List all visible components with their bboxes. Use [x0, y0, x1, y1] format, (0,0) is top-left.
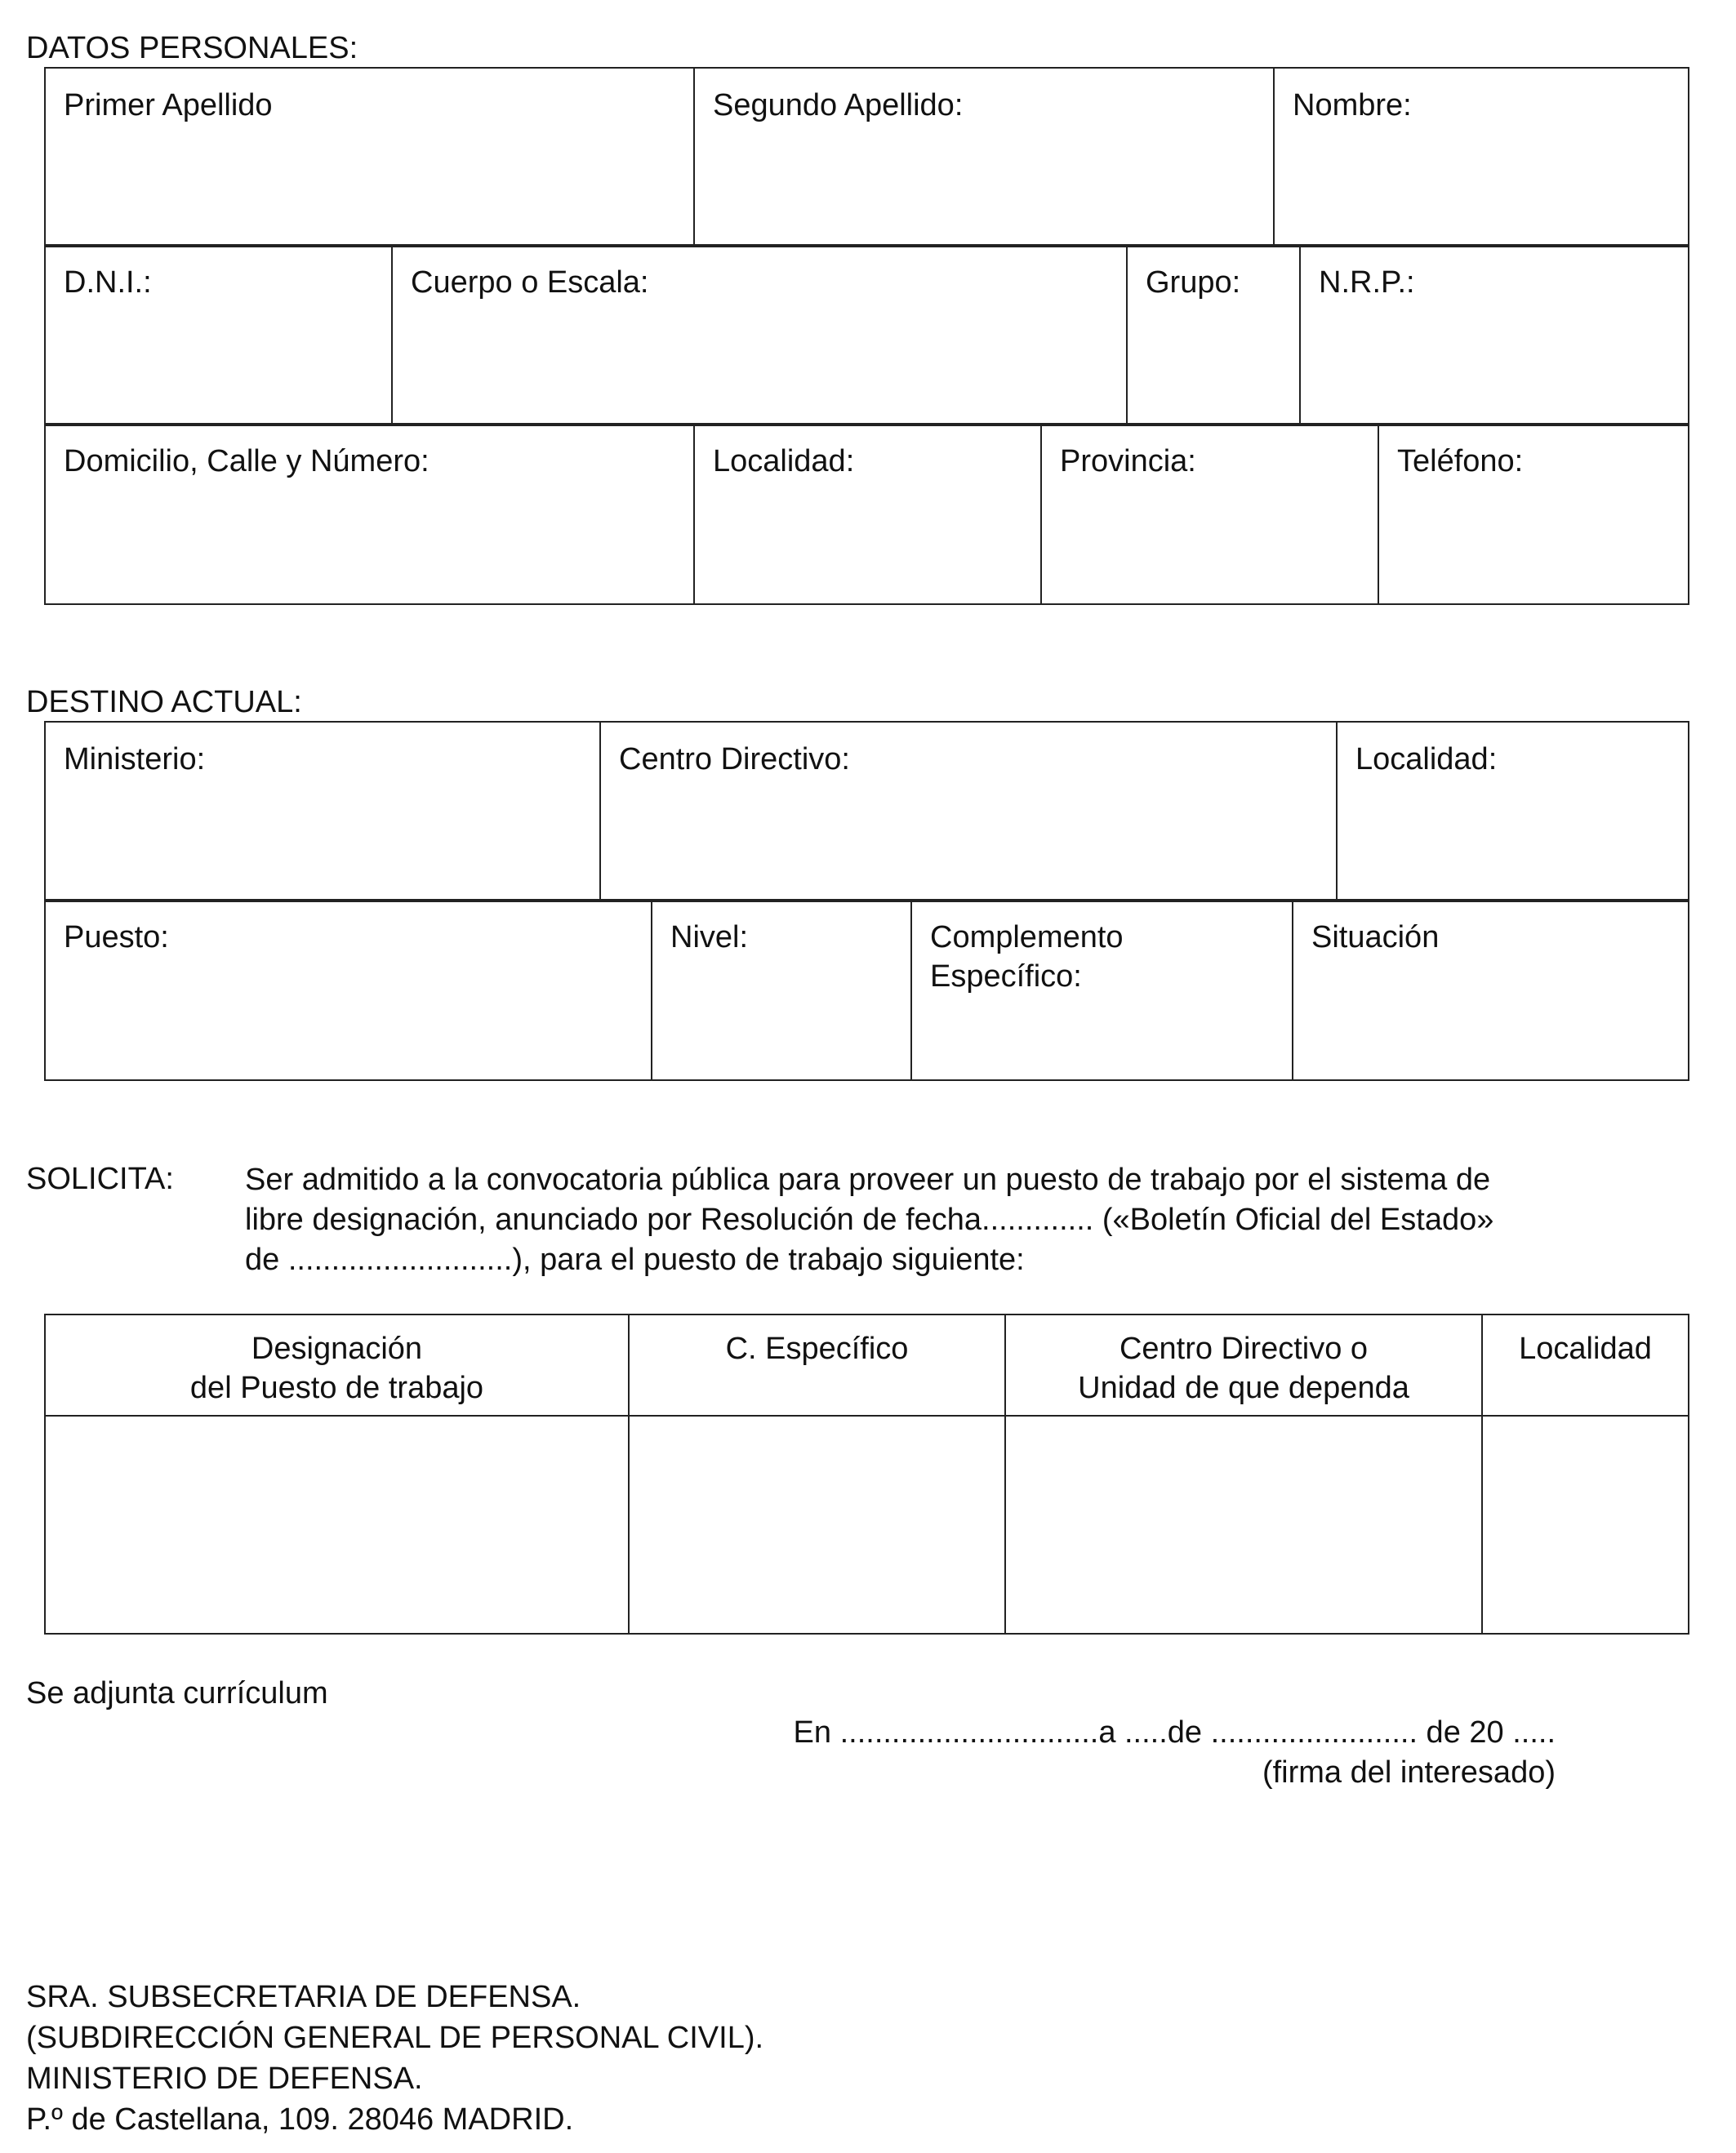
address-line: (SUBDIRECCIÓN GENERAL DE PERSONAL CIVIL). — [26, 2021, 764, 2055]
solicita-line: de ..........................), para el puesto de trabajo siguiente: — [245, 1243, 1025, 1277]
column-header-localidad: Localidad — [1482, 1314, 1689, 1416]
field-grupo[interactable] — [1127, 245, 1300, 425]
field-nombre[interactable] — [1274, 68, 1689, 247]
field-domicilio[interactable] — [45, 424, 694, 604]
field-label: Cuerpo o Escala: — [411, 265, 649, 300]
field-label: Puesto: — [64, 920, 169, 954]
field-label: N.R.P.: — [1319, 265, 1415, 300]
field-label: Complemento Específico: — [930, 920, 1124, 994]
field-label: Localidad: — [1355, 742, 1498, 776]
field-situacion[interactable] — [1293, 900, 1689, 1080]
field-localidad[interactable] — [694, 424, 1041, 604]
field-label: Primer Apellido — [64, 88, 273, 122]
datos-personales-row-1 — [44, 67, 1689, 247]
destino-actual-row-1 — [44, 721, 1689, 902]
cell-c-especifico[interactable] — [629, 1416, 1005, 1634]
field-ministerio[interactable] — [45, 722, 600, 901]
field-centro-directivo[interactable] — [600, 722, 1337, 901]
adjunta-curriculum: Se adjunta currículum — [26, 1676, 328, 1710]
field-label: Segundo Apellido: — [713, 88, 964, 122]
field-label: Ministerio: — [64, 742, 206, 776]
field-label: Domicilio, Calle y Número: — [64, 444, 430, 478]
field-complemento-especifico[interactable] — [911, 900, 1293, 1080]
field-provincia[interactable] — [1041, 424, 1378, 604]
section-title-destino-actual: DESTINO ACTUAL: — [26, 685, 302, 719]
field-label: Centro Directivo: — [619, 742, 850, 776]
table-header-row — [45, 1314, 1689, 1416]
cell-localidad[interactable] — [1482, 1416, 1689, 1634]
field-dni[interactable] — [45, 245, 392, 425]
address-line: MINISTERIO DE DEFENSA. — [26, 2062, 423, 2096]
column-header-designacion: Designación del Puesto de trabajo — [45, 1314, 629, 1416]
cell-centro-directivo[interactable] — [1005, 1416, 1482, 1634]
solicita-label: SOLICITA: — [26, 1162, 174, 1196]
solicita-line: Ser admitido a la convocatoria pública para proveer un puesto de trabajo por el sistema de — [245, 1163, 1491, 1197]
field-label: Grupo: — [1146, 265, 1241, 300]
datos-personales-row-2 — [44, 244, 1689, 426]
solicita-text — [245, 1160, 1568, 1280]
address-line: SRA. SUBSECRETARIA DE DEFENSA. — [26, 1980, 581, 2014]
table-row — [45, 1416, 1689, 1634]
destinatario-address — [26, 1977, 763, 2140]
fecha-line: En ..............................a .....de ........................ de 20 ..... — [793, 1715, 1556, 1750]
field-label: Nivel: — [670, 920, 749, 954]
solicita-line: libre designación, anunciado por Resolución de fecha............. («Boletín Oficial del Estado» — [245, 1203, 1494, 1237]
column-header-centro-directivo: Centro Directivo o Unidad de que dependa — [1005, 1314, 1482, 1416]
destino-actual-row-2 — [44, 899, 1689, 1081]
firma-label: (firma del interesado) — [1262, 1755, 1556, 1790]
field-nrp[interactable] — [1300, 245, 1689, 425]
cell-designacion[interactable] — [45, 1416, 629, 1634]
field-puesto[interactable] — [45, 900, 652, 1080]
column-header-c-especifico: C. Específico — [629, 1314, 1005, 1416]
field-telefono[interactable] — [1378, 424, 1689, 604]
field-label: Localidad: — [713, 444, 855, 478]
datos-personales-row-3 — [44, 423, 1689, 605]
field-primer-apellido[interactable] — [45, 68, 694, 247]
field-localidad-destino[interactable] — [1337, 722, 1689, 901]
field-cuerpo-escala[interactable] — [392, 245, 1127, 425]
field-label: D.N.I.: — [64, 265, 152, 300]
field-nivel[interactable] — [652, 900, 911, 1080]
field-label: Teléfono: — [1397, 444, 1524, 478]
field-label: Nombre: — [1293, 88, 1412, 122]
puesto-table — [44, 1314, 1689, 1635]
field-label: Provincia: — [1060, 444, 1196, 478]
field-segundo-apellido[interactable] — [694, 68, 1274, 247]
section-title-datos-personales: DATOS PERSONALES: — [26, 31, 358, 65]
field-label: Situación — [1311, 920, 1440, 954]
address-line: P.º de Castellana, 109. 28046 MADRID. — [26, 2102, 574, 2137]
